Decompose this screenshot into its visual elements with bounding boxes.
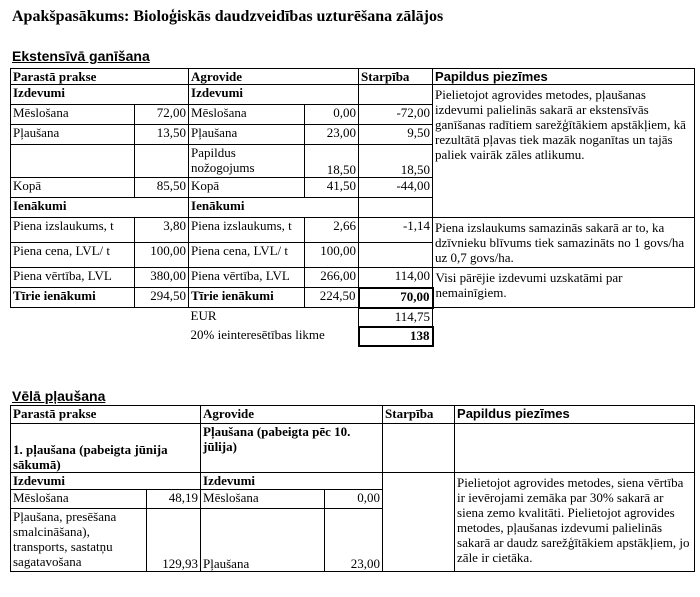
table-row bbox=[11, 424, 695, 473]
table-late-mowing bbox=[10, 405, 695, 572]
table-row bbox=[11, 327, 695, 346]
label-cell: Ienākumi bbox=[11, 198, 189, 218]
empty-cell bbox=[455, 424, 695, 473]
cell: 294,50 bbox=[135, 288, 189, 308]
empty-cell bbox=[11, 327, 189, 346]
cell: 100,00 bbox=[305, 243, 359, 268]
table-header-row bbox=[11, 69, 695, 85]
cell: 85,50 bbox=[135, 178, 189, 198]
table-extensive-grazing bbox=[10, 68, 695, 347]
cell: 23,00 bbox=[305, 125, 359, 145]
label-cell: Ienākumi bbox=[189, 198, 359, 218]
empty-cell bbox=[11, 308, 189, 328]
cell bbox=[135, 145, 189, 178]
cell: 0,00 bbox=[325, 490, 383, 509]
cell: Pļaušana, presēšana smalcināšana), transports, sastatņu sagatavošana bbox=[11, 509, 147, 572]
cell: Pļaušana bbox=[189, 125, 305, 145]
cell: Piena izslaukums, t bbox=[11, 218, 135, 243]
empty-cell bbox=[433, 308, 695, 328]
cell: 1. pļaušana (pabeigta jūnija sākumā) bbox=[11, 424, 201, 473]
cell: -72,00 bbox=[359, 105, 433, 125]
cell: Pļaušana (pabeigta pēc 10. jūlija) bbox=[201, 424, 383, 473]
section-heading-late-mowing: Vēlā pļaušana bbox=[12, 388, 106, 404]
cell: -44,00 bbox=[359, 178, 433, 198]
cell: Pļaušana bbox=[11, 125, 135, 145]
cell: Mēslošana bbox=[201, 490, 325, 509]
cell: 2,66 bbox=[305, 218, 359, 243]
cell: Tīrie ienākumi bbox=[189, 288, 305, 308]
header-cell: Agrovide bbox=[189, 69, 359, 85]
empty-cell bbox=[359, 85, 433, 105]
label-cell: Izdevumi bbox=[201, 473, 383, 490]
cell: 23,00 bbox=[325, 509, 383, 572]
cell: Piena vērtība, LVL bbox=[11, 268, 135, 288]
cell: 70,00 bbox=[359, 288, 433, 308]
cell: 129,93 bbox=[147, 509, 201, 572]
table-row bbox=[11, 268, 695, 288]
cell: 114,00 bbox=[359, 268, 433, 288]
note-cell: Pielietojot agrovides metodes, siena vērtība ir ievērojami zemāka par 30% sakarā ar siena zemo kvalitāti. Pielietojot agrovides metodes, pļaušanas izdevumi palielinās sakarā ar daudz sarežģītākiem apstākļiem, jo zāle ir cietāka. bbox=[455, 473, 695, 572]
header-cell: Papildus piezīmes bbox=[455, 406, 695, 424]
eur-label: EUR bbox=[190, 308, 217, 323]
cell: Kopā bbox=[189, 178, 305, 198]
label-cell: Izdevumi bbox=[189, 85, 359, 105]
empty-cell bbox=[433, 327, 695, 346]
header-cell: Papildus piezīmes bbox=[433, 69, 695, 85]
note-cell: Visi pārējie izdevumi uzskatāmi par nemainīgiem. bbox=[433, 268, 695, 308]
cell bbox=[359, 243, 433, 268]
rate-value: 138 bbox=[359, 327, 433, 346]
header-cell: Parastā prakse bbox=[11, 69, 189, 85]
cell: 3,80 bbox=[135, 218, 189, 243]
cell: 48,19 bbox=[147, 490, 201, 509]
cell: Papildus nožogojums bbox=[189, 145, 305, 178]
header-cell: Starpība bbox=[359, 69, 433, 85]
table-header-row bbox=[11, 406, 695, 424]
eur-value: 114,75 bbox=[359, 308, 433, 328]
cell: Mēslošana bbox=[11, 490, 147, 509]
cell: 224,50 bbox=[305, 288, 359, 308]
cell bbox=[11, 145, 135, 178]
cell: 100,00 bbox=[135, 243, 189, 268]
table-row bbox=[11, 218, 695, 243]
page-title: Apakšpasākums: Bioloģiskās daudzveidības uzturēšana zālājos bbox=[12, 8, 444, 25]
cell: Piena vērtība, LVL bbox=[189, 268, 305, 288]
cell: 18,50 bbox=[359, 145, 433, 178]
cell: Mēslošana bbox=[11, 105, 135, 125]
cell: 380,00 bbox=[135, 268, 189, 288]
label-cell: Izdevumi bbox=[11, 473, 201, 490]
section-heading-extensive-grazing: Ekstensīvā ganīšana bbox=[12, 48, 150, 64]
cell: Piena cena, LVL/ t bbox=[11, 243, 135, 268]
note-cell: Pielietojot agrovides metodes, pļaušanas izdevumi palielinās sakarā ar ekstensīvās ganīšanas radītiem sarežģītākiem apstākļiem, kā rezultātā pļavas tiek mazāk noganītas un tajās paliek vairāk zāles atlikumu. bbox=[433, 85, 695, 218]
empty-cell bbox=[383, 424, 455, 473]
cell: 72,00 bbox=[135, 105, 189, 125]
label-cell: Izdevumi bbox=[11, 85, 189, 105]
cell: 266,00 bbox=[305, 268, 359, 288]
empty-cell bbox=[359, 198, 433, 218]
cell: 41,50 bbox=[305, 178, 359, 198]
cell: Piena izslaukums, t bbox=[189, 218, 305, 243]
table-row bbox=[11, 308, 695, 328]
cell: 18,50 bbox=[305, 145, 359, 178]
header-cell: Parastā prakse bbox=[11, 406, 201, 424]
header-cell: Agrovide bbox=[201, 406, 383, 424]
cell: Pļaušana bbox=[201, 509, 325, 572]
cell: Tīrie ienākumi bbox=[11, 288, 135, 308]
cell: Piena cena, LVL/ t bbox=[189, 243, 305, 268]
rate-label: 20% ieinteresētības likme bbox=[190, 327, 325, 342]
cell: 9,50 bbox=[359, 125, 433, 145]
header-cell: Starpība bbox=[383, 406, 455, 424]
cell: Kopā bbox=[11, 178, 135, 198]
empty-cell bbox=[383, 473, 455, 572]
table-row bbox=[11, 85, 695, 105]
cell: -1,14 bbox=[359, 218, 433, 243]
cell: Mēslošana bbox=[189, 105, 305, 125]
note-cell: Piena izslaukums samazinās sakarā ar to, ka dzīvnieku blīvums tiek samazināts no 1 govs/ha uz 0,7 govs/ha. bbox=[433, 218, 695, 268]
cell: 0,00 bbox=[305, 105, 359, 125]
table-row bbox=[11, 473, 695, 490]
cell: 13,50 bbox=[135, 125, 189, 145]
